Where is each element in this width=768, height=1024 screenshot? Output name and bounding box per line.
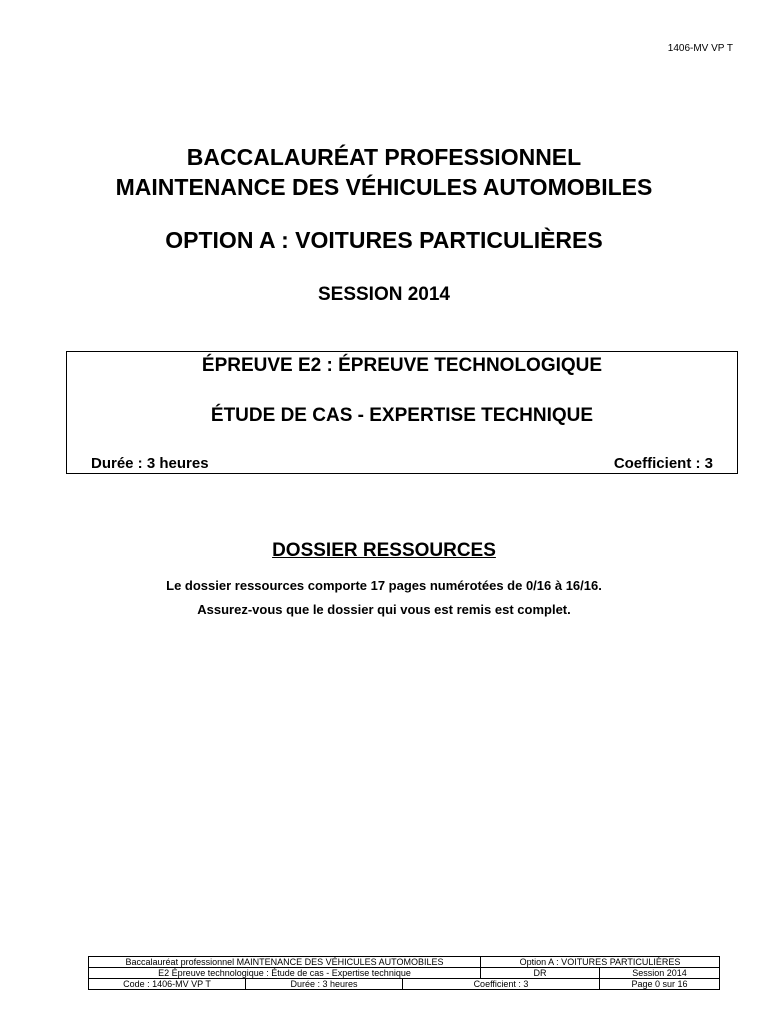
etude-title: ÉTUDE DE CAS - EXPERTISE TECHNIQUE xyxy=(210,405,594,426)
footer-coefficient: Coefficient : 3 xyxy=(403,979,600,990)
footer-code: Code : 1406-MV VP T xyxy=(89,979,246,990)
document-title xyxy=(0,142,768,202)
footer-row xyxy=(89,968,720,979)
dossier-note-pages: Le dossier ressources comporte 17 pages numérotées de 0/16 à 16/16. xyxy=(166,578,602,593)
footer-row xyxy=(89,979,720,990)
footer-table xyxy=(88,956,720,990)
document-code: 1406-MV VP T xyxy=(667,43,733,54)
exam-info-box xyxy=(66,351,738,474)
title-line-1: BACCALAURÉAT PROFESSIONNEL xyxy=(186,144,582,170)
title-line-2: MAINTENANCE DES VÉHICULES AUTOMOBILES xyxy=(115,174,653,200)
duration-label: Durée : 3 heures xyxy=(91,455,209,472)
dossier-note-complete: Assurez-vous que le dossier qui vous est remis est complet. xyxy=(197,602,571,617)
footer-duration: Durée : 3 heures xyxy=(246,979,403,990)
footer-diploma: Baccalauréat professionnel MAINTENANCE DES VÉHICULES AUTOMOBILES xyxy=(89,957,481,968)
session-title: SESSION 2014 xyxy=(317,284,451,305)
footer-session: Session 2014 xyxy=(600,968,720,979)
dossier-title: DOSSIER RESSOURCES xyxy=(272,540,496,561)
footer-row xyxy=(89,957,720,968)
footer-option: Option A : VOITURES PARTICULIÈRES xyxy=(481,957,720,968)
option-title: OPTION A : VOITURES PARTICULIÈRES xyxy=(165,227,603,253)
epreuve-title: ÉPREUVE E2 : ÉPREUVE TECHNOLOGIQUE xyxy=(201,355,603,376)
footer-dossier-type: DR xyxy=(481,968,600,979)
footer-epreuve: E2 Épreuve technologique : Étude de cas - Expertise technique xyxy=(89,968,481,979)
footer-page-number: Page 0 sur 16 xyxy=(600,979,720,990)
coefficient-label: Coefficient : 3 xyxy=(613,455,713,472)
